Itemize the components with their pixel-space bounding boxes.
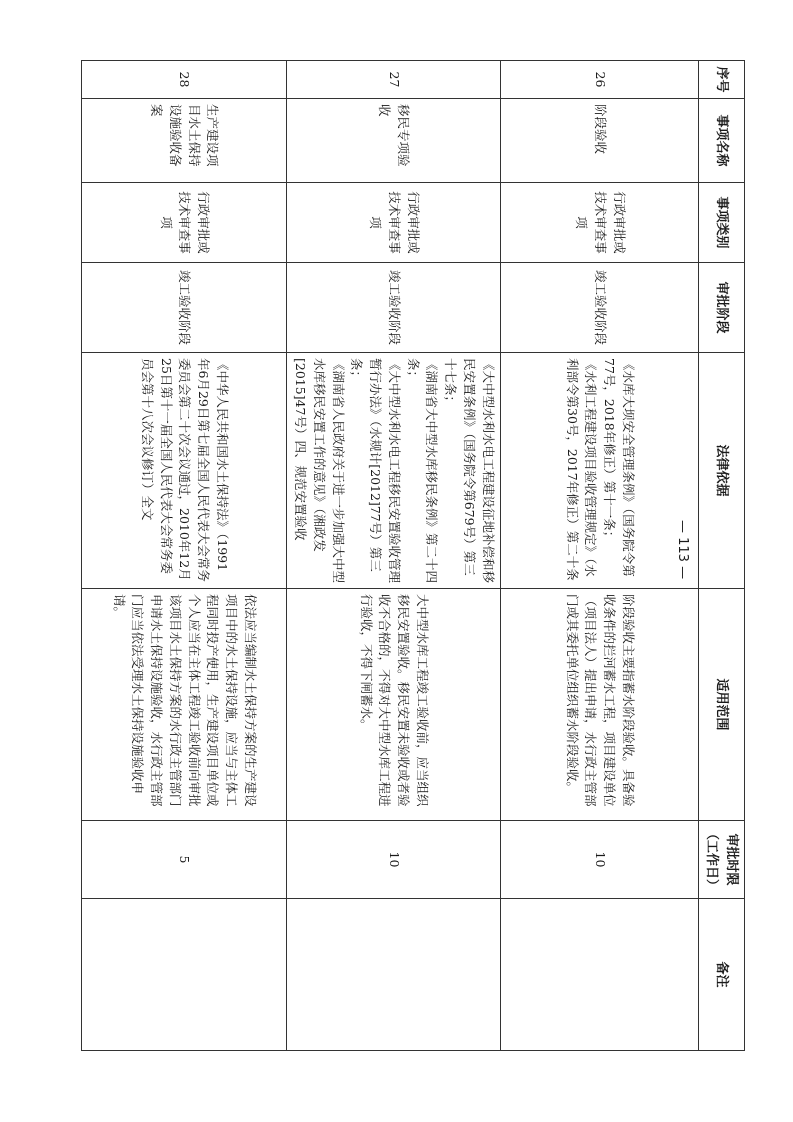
- cell-basis: [287, 353, 501, 589]
- cell-scope: 阶段验收主要指蓄水阶段验收。具备验收条件的拦河蓄水工程，项目建设单位（项目法人）提出申请，水行政主管部门或其委托单位组织蓄水阶段验收。: [501, 589, 699, 821]
- cell-category: 行政审批或技术审查事项: [501, 183, 699, 263]
- cell-limit: 10: [287, 821, 501, 899]
- cell-stage: 竣工验收阶段: [82, 263, 287, 353]
- cell-remark: [82, 899, 287, 1051]
- cell-scope: 依法应当编制水土保持方案的生产建设项目中的水土保持设施，应当与主体工程同时投产使用，生产建设项目单位或个人应当在主体工程竣工验收前向审批该项目水土保持方案的水行政主管部门申请水土保持设施验收，水行政主管部门应当依法受理水土保持设施验收申请。: [82, 589, 287, 821]
- basis-item: 《水利工程建设项目验收管理规定》（水利部令第30号，2017年修正）第二十条: [564, 358, 599, 581]
- basis-item: 《中华人民共和国水土保持法》（1991年6月29日第七届全国人民代表大会常务委员会第二十次会议通过，2010年12月25日第十一届全国人民代表大会常务委员会第十八次会议修订）全文: [139, 358, 230, 582]
- header-remark: 备注: [699, 899, 745, 1051]
- cell-basis: [501, 353, 699, 589]
- cell-limit: 10: [501, 821, 699, 899]
- cell-no: 27: [287, 61, 501, 99]
- cell-no: 26: [501, 61, 699, 99]
- header-limit: 审批时限（工作日）: [699, 821, 745, 899]
- header-basis: 法律依据: [699, 353, 745, 589]
- approval-items-table: [81, 60, 745, 1051]
- header-no: 序号: [699, 61, 745, 99]
- rotated-page: [90, 60, 745, 1050]
- basis-item: 《水库大坝安全管理条例》（国务院令第77号，2018年修正）第十一条；: [602, 358, 636, 577]
- table-row: [82, 61, 287, 1051]
- basis-item: 《湖南省大中型水库移民条例》第二十四条；: [405, 358, 440, 584]
- cell-no: 28: [82, 61, 287, 99]
- cell-name: 生产建设项目水土保持设施验收备案: [82, 99, 287, 183]
- cell-stage: 竣工验收阶段: [287, 263, 501, 353]
- header-scope: 适用范围: [699, 589, 745, 821]
- basis-item: 《湖南省人民政府关于进一步加强大中型水库移民安置工作的意见》（湘政发[2015]47号）四、规范安置验收: [293, 358, 346, 584]
- cell-name: 移民专项验收: [287, 99, 501, 183]
- cell-category: 行政审批或技术审查事项: [287, 183, 501, 263]
- cell-remark: [287, 899, 501, 1051]
- table-row: [501, 61, 699, 1051]
- basis-item: 《大中型水利水电工程移民安置验收管理暂行办法》（水规计[2012]77号）第三条；: [349, 358, 402, 584]
- table-header-row: [699, 61, 745, 1051]
- cell-remark: [501, 899, 699, 1051]
- header-category: 事项类别: [699, 183, 745, 263]
- cell-basis: [82, 353, 287, 589]
- cell-scope: 大中型水库工程竣工验收前，应当组织移民安置验收。移民安置未验收或者验收不合格的，不得对大中型水库工程进行验收，不得下闸蓄水。: [287, 589, 501, 821]
- cell-name: 阶段验收: [501, 99, 699, 183]
- header-name: 事项名称: [699, 99, 745, 183]
- basis-item: 《大中型水利水电工程建设征地补偿和移民安置条例》（国务院令第679号）第三十七条；: [443, 358, 496, 584]
- cell-limit: 5: [82, 821, 287, 899]
- table-row: [287, 61, 501, 1051]
- cell-category: 行政审批或技术审查事项: [82, 183, 287, 263]
- header-stage: 审批阶段: [699, 263, 745, 353]
- page-number: — 113 —: [675, 520, 690, 580]
- cell-stage: 竣工验收阶段: [501, 263, 699, 353]
